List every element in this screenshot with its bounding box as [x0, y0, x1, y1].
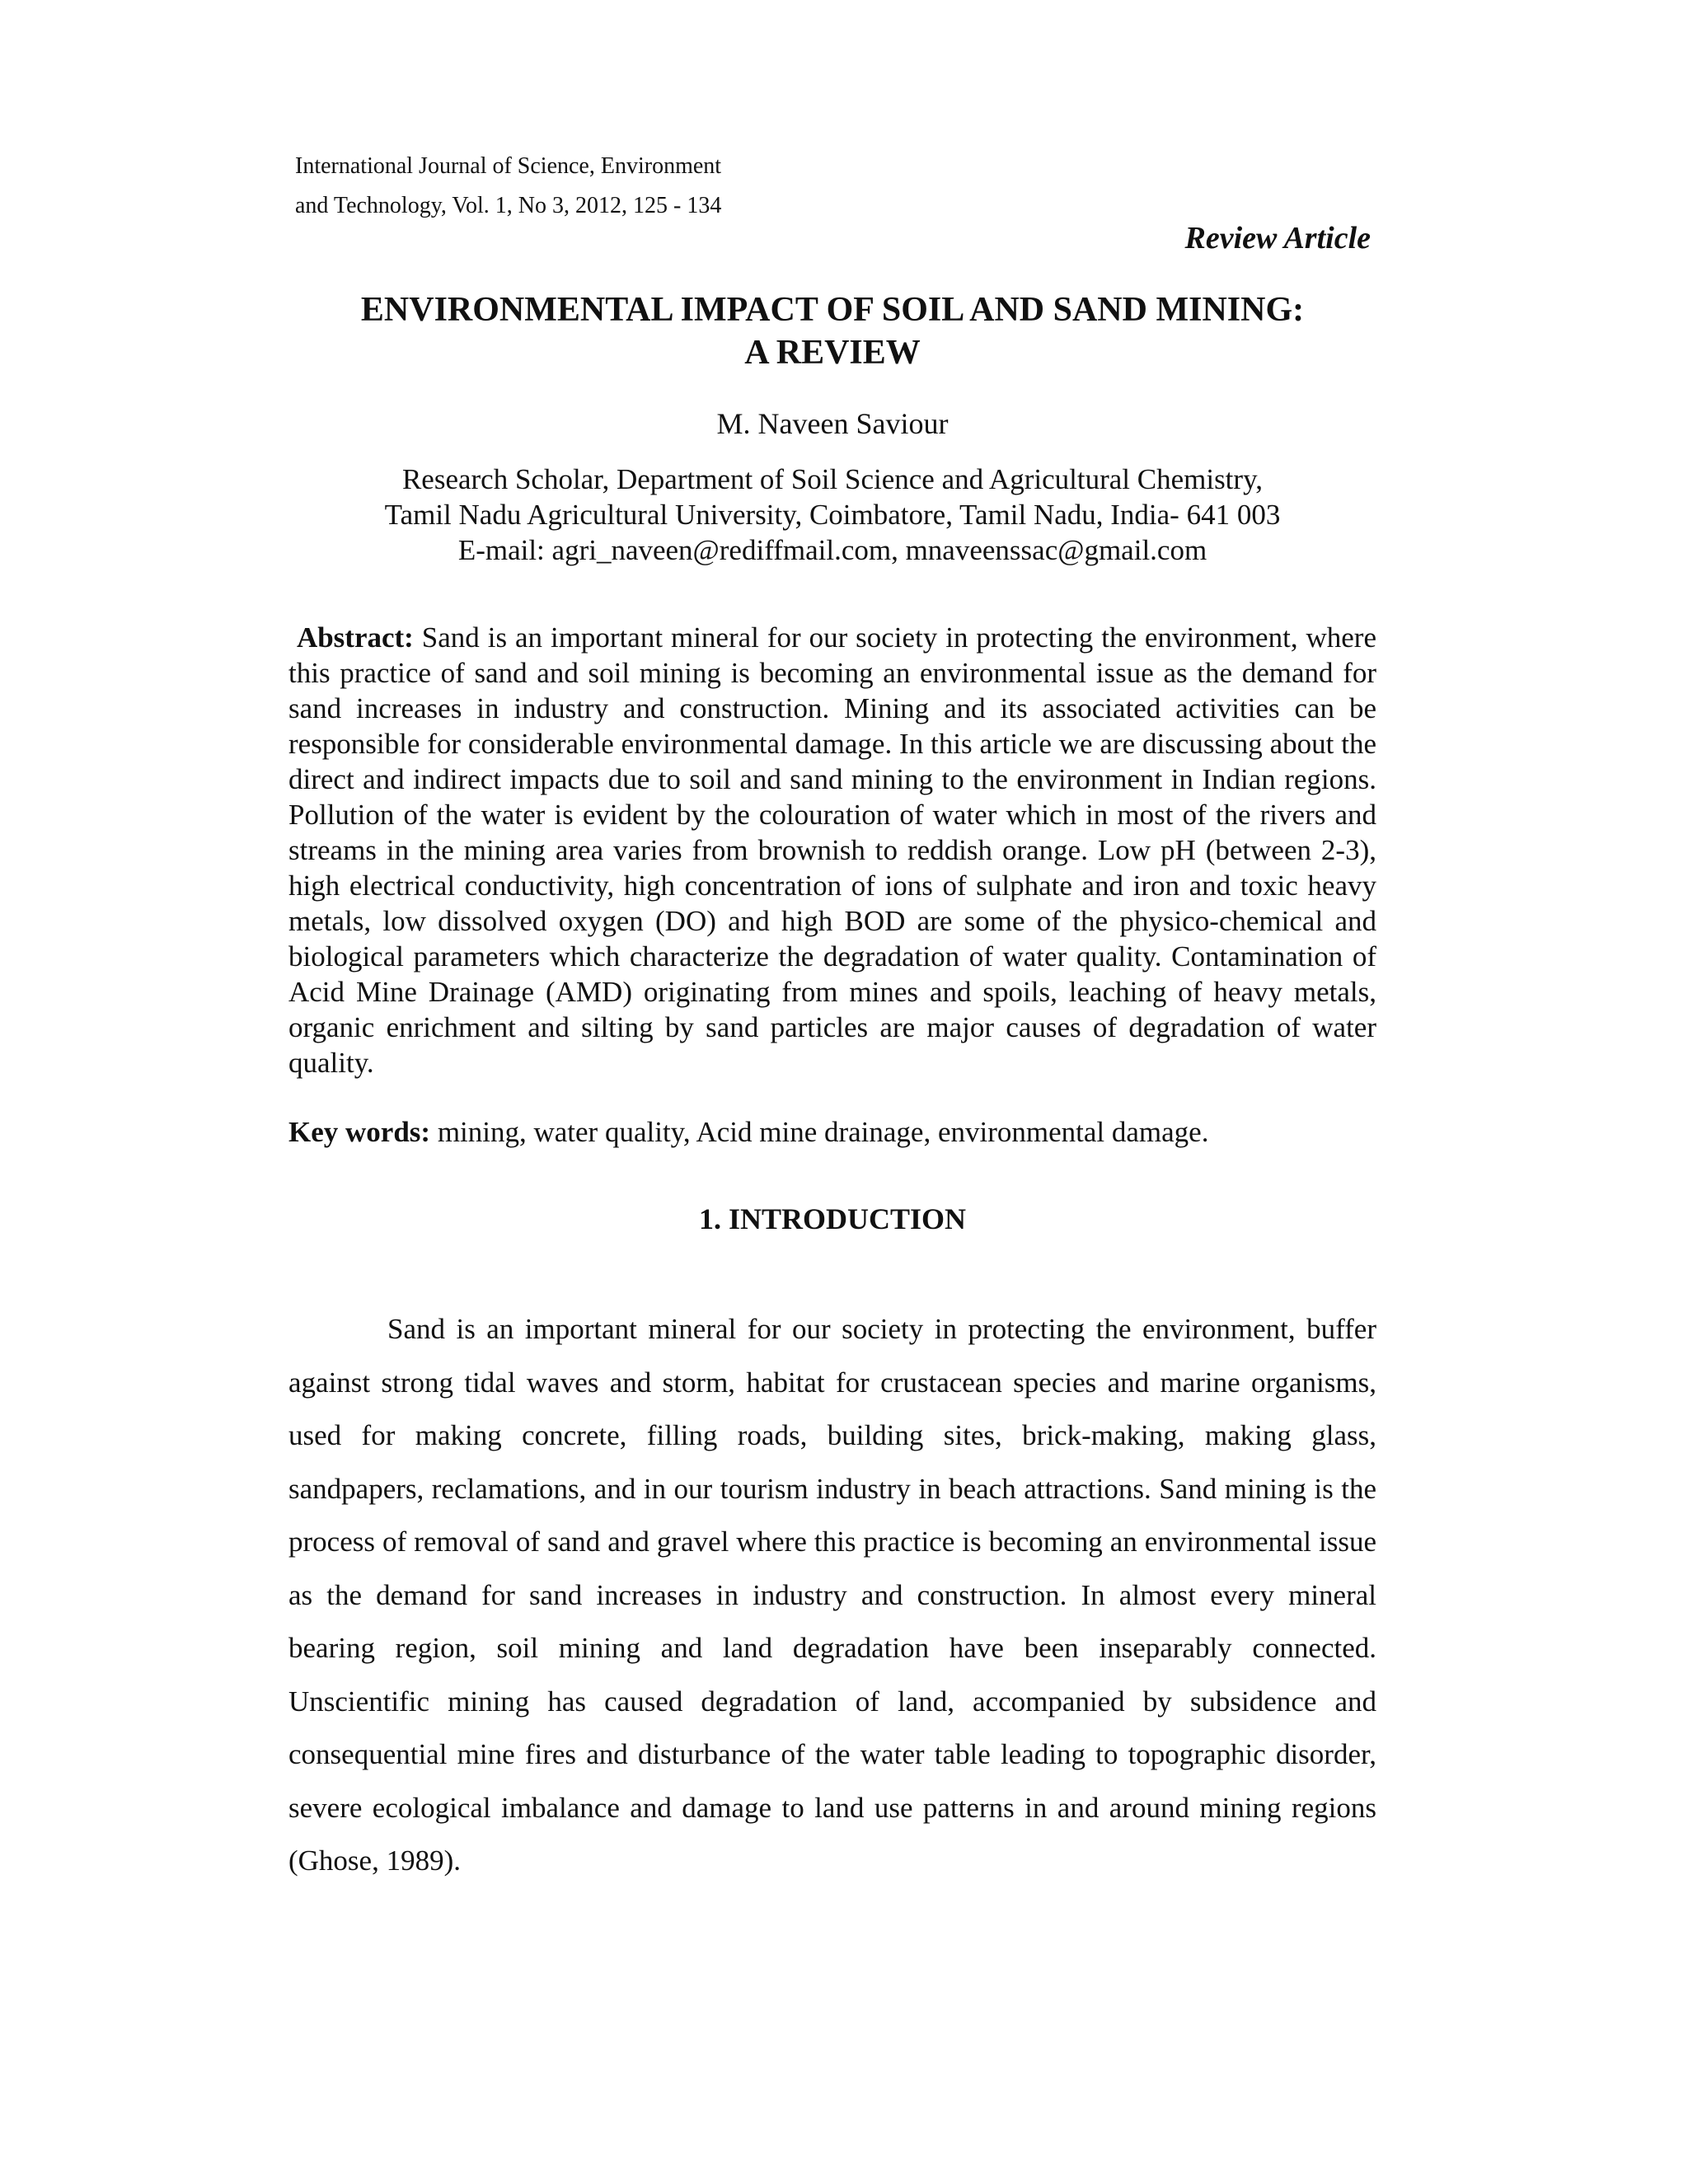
- journal-line-1: International Journal of Science, Environment: [295, 153, 722, 179]
- abstract-label: Abstract:: [296, 621, 414, 654]
- abstract-text: Sand is an important mineral for our society in protecting the environment, where this practice of sand and soil mining is becoming an environmental issue as the demand for sand increases in industry and construction. Mining and its associated activities can be responsible for considerable environmental damage. In this article we are discussing about the direct and indirect impacts due to soil and sand mining to the environment in Indian regions. Pollution of the water is evident by the colouration of water which in most of the rivers and streams in the mining area varies from brownish to reddish orange. Low pH (between 2-3), high electrical conductivity, high concentration of ions of sulphate and iron and toxic heavy metals, low dissolved oxygen (DO) and high BOD are some of the physico-chemical and biological parameters which characterize the degradation of water quality. Contamination of Acid Mine Drainage (AMD) originating from mines and spoils, leaching of heavy metals, organic enrichment and silting by sand particles are major causes of degradation of water quality.: [288, 621, 1376, 1079]
- author-affiliation: [288, 462, 1376, 568]
- journal-line-2: and Technology, Vol. 1, No 3, 2012, 125 - 134: [295, 193, 722, 218]
- author-name: M. Naveen Saviour: [716, 407, 949, 440]
- introduction-paragraph: Sand is an important mineral for our society in protecting the environment, buffer against strong tidal waves and storm, habitat for crustacean species and marine organisms, used for making concrete, filling roads, building sites, brick-making, making glass, sandpapers, reclamations, and in our tourism industry in beach attractions. Sand mining is the process of removal of sand and gravel where this practice is becoming an environmental issue as the demand for sand increases in industry and construction. In almost every mineral bearing region, soil mining and land degradation have been inseparably connected. Unscientific mining has caused degradation of land, accompanied by subsidence and consequential mine fires and disturbance of the water table leading to topographic disorder, severe ecological imbalance and damage to land use patterns in and around mining regions (Ghose, 1989).: [288, 1313, 1376, 1877]
- title-line-2: A REVIEW: [744, 334, 921, 372]
- affiliation-line-1: Research Scholar, Department of Soil Science and Agricultural Chemistry,: [401, 463, 1264, 495]
- article-type: Review Article: [1184, 221, 1371, 255]
- affiliation-line-2: Tamil Nadu Agricultural University, Coimbatore, Tamil Nadu, India- 641 003: [384, 499, 1281, 531]
- journal-citation: [295, 147, 971, 226]
- section-heading-introduction: 1. INTRODUCTION: [698, 1202, 967, 1235]
- title-line-1: ENVIRONMENTAL IMPACT OF SOIL AND SAND MINING:: [360, 291, 1305, 329]
- keywords-text: mining, water quality, Acid mine drainage, environmental damage.: [437, 1116, 1209, 1148]
- abstract-paragraph: [288, 620, 1376, 1080]
- author-email: E-mail: agri_naveen@rediffmail.com, mnaveenssac@gmail.com: [457, 534, 1207, 566]
- paper-title: [288, 288, 1376, 374]
- abstract: [288, 620, 1376, 1080]
- keywords: [288, 1114, 1376, 1150]
- keywords-label: Key words:: [288, 1116, 431, 1148]
